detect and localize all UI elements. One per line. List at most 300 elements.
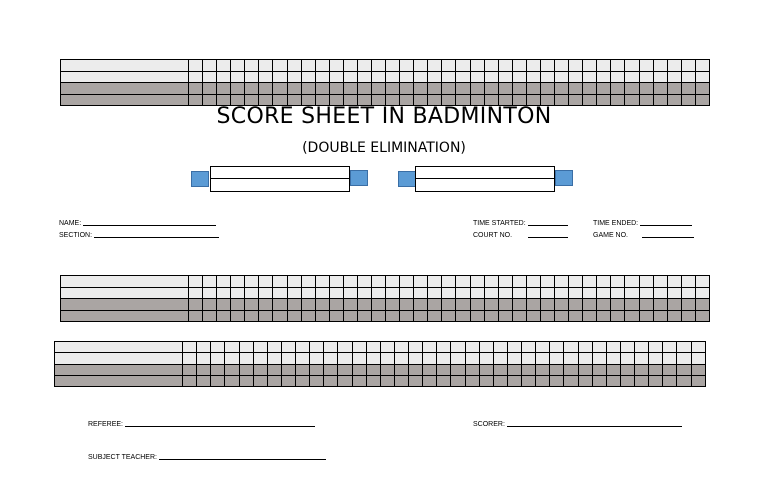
score-cell[interactable] xyxy=(526,83,540,95)
score-cell[interactable] xyxy=(414,71,428,83)
score-cell[interactable] xyxy=(183,353,197,364)
score-cell[interactable] xyxy=(203,83,217,95)
score-cell[interactable] xyxy=(456,83,470,95)
score-cell[interactable] xyxy=(225,342,239,353)
score-cell[interactable] xyxy=(540,310,554,322)
score-cell[interactable] xyxy=(583,71,597,83)
score-cell[interactable] xyxy=(479,364,493,375)
score-cell[interactable] xyxy=(526,71,540,83)
score-cell[interactable] xyxy=(423,353,437,364)
score-cell[interactable] xyxy=(386,71,400,83)
score-cell[interactable] xyxy=(324,353,338,364)
score-cell[interactable] xyxy=(296,353,310,364)
score-cell[interactable] xyxy=(253,375,267,386)
score-cell[interactable] xyxy=(259,71,273,83)
score-cell[interactable] xyxy=(245,71,259,83)
score-cell[interactable] xyxy=(625,71,639,83)
score-cell[interactable] xyxy=(597,60,611,72)
score-cell[interactable] xyxy=(281,375,295,386)
score-cell[interactable] xyxy=(273,83,287,95)
score-cell[interactable] xyxy=(273,310,287,322)
score-cell[interactable] xyxy=(569,287,583,299)
score-cell[interactable] xyxy=(522,364,536,375)
score-cell[interactable] xyxy=(287,83,301,95)
score-cell[interactable] xyxy=(428,287,442,299)
score-cell[interactable] xyxy=(667,60,681,72)
score-cell[interactable] xyxy=(470,83,484,95)
score-cell[interactable] xyxy=(479,353,493,364)
score-cell[interactable] xyxy=(611,60,625,72)
score-cell[interactable] xyxy=(512,71,526,83)
score-cell[interactable] xyxy=(414,287,428,299)
score-cell[interactable] xyxy=(540,299,554,311)
score-cell[interactable] xyxy=(470,287,484,299)
score-cell[interactable] xyxy=(259,287,273,299)
score-cell[interactable] xyxy=(253,364,267,375)
score-cell[interactable] xyxy=(231,299,245,311)
score-cell[interactable] xyxy=(428,83,442,95)
player-name-cell[interactable] xyxy=(55,342,183,353)
score-cell[interactable] xyxy=(451,342,465,353)
score-cell[interactable] xyxy=(484,83,498,95)
score-cell[interactable] xyxy=(357,276,371,288)
score-cell[interactable] xyxy=(456,310,470,322)
score-cell[interactable] xyxy=(315,276,329,288)
score-cell[interactable] xyxy=(217,310,231,322)
score-cell[interactable] xyxy=(189,60,203,72)
score-cell[interactable] xyxy=(555,71,569,83)
score-cell[interactable] xyxy=(329,83,343,95)
score-cell[interactable] xyxy=(343,310,357,322)
score-cell[interactable] xyxy=(550,375,564,386)
score-cell[interactable] xyxy=(507,375,521,386)
score-cell[interactable] xyxy=(522,342,536,353)
score-cell[interactable] xyxy=(372,287,386,299)
score-cell[interactable] xyxy=(231,310,245,322)
score-cell[interactable] xyxy=(400,83,414,95)
score-cell[interactable] xyxy=(315,299,329,311)
score-cell[interactable] xyxy=(663,353,677,364)
score-cell[interactable] xyxy=(479,375,493,386)
score-cell[interactable] xyxy=(259,83,273,95)
score-cell[interactable] xyxy=(611,310,625,322)
score-cell[interactable] xyxy=(437,375,451,386)
score-cell[interactable] xyxy=(493,342,507,353)
score-cell[interactable] xyxy=(649,353,663,364)
score-cell[interactable] xyxy=(695,310,709,322)
score-cell[interactable] xyxy=(639,299,653,311)
score-cell[interactable] xyxy=(597,310,611,322)
score-cell[interactable] xyxy=(681,83,695,95)
score-cell[interactable] xyxy=(273,71,287,83)
score-cell[interactable] xyxy=(324,364,338,375)
court-no-line[interactable] xyxy=(528,237,568,238)
score-cell[interactable] xyxy=(625,60,639,72)
score-cell[interactable] xyxy=(273,299,287,311)
score-cell[interactable] xyxy=(512,310,526,322)
score-cell[interactable] xyxy=(253,353,267,364)
score-cell[interactable] xyxy=(301,287,315,299)
score-cell[interactable] xyxy=(484,71,498,83)
score-cell[interactable] xyxy=(301,71,315,83)
score-cell[interactable] xyxy=(578,364,592,375)
score-cell[interactable] xyxy=(695,276,709,288)
score-cell[interactable] xyxy=(380,375,394,386)
score-cell[interactable] xyxy=(414,60,428,72)
score-cell[interactable] xyxy=(667,287,681,299)
score-cell[interactable] xyxy=(681,287,695,299)
score-cell[interactable] xyxy=(253,342,267,353)
score-cell[interactable] xyxy=(400,299,414,311)
scorer-line[interactable] xyxy=(507,426,682,427)
score-cell[interactable] xyxy=(267,375,281,386)
score-cell[interactable] xyxy=(620,353,634,364)
score-cell[interactable] xyxy=(663,375,677,386)
score-cell[interactable] xyxy=(329,299,343,311)
score-cell[interactable] xyxy=(493,353,507,364)
player-name-cell[interactable] xyxy=(55,375,183,386)
score-cell[interactable] xyxy=(211,364,225,375)
score-cell[interactable] xyxy=(259,276,273,288)
score-cell[interactable] xyxy=(315,83,329,95)
score-cell[interactable] xyxy=(414,83,428,95)
score-cell[interactable] xyxy=(197,364,211,375)
score-cell[interactable] xyxy=(259,299,273,311)
score-cell[interactable] xyxy=(394,364,408,375)
score-cell[interactable] xyxy=(456,299,470,311)
score-cell[interactable] xyxy=(380,364,394,375)
score-cell[interactable] xyxy=(386,60,400,72)
score-cell[interactable] xyxy=(239,375,253,386)
score-cell[interactable] xyxy=(281,342,295,353)
section-field[interactable] xyxy=(59,232,219,239)
score-cell[interactable] xyxy=(611,83,625,95)
score-cell[interactable] xyxy=(635,342,649,353)
score-cell[interactable] xyxy=(386,83,400,95)
score-cell[interactable] xyxy=(267,353,281,364)
score-cell[interactable] xyxy=(484,60,498,72)
score-cell[interactable] xyxy=(625,276,639,288)
score-cell[interactable] xyxy=(239,353,253,364)
score-cell[interactable] xyxy=(409,342,423,353)
score-cell[interactable] xyxy=(442,71,456,83)
score-cell[interactable] xyxy=(423,375,437,386)
score-cell[interactable] xyxy=(555,299,569,311)
score-cell[interactable] xyxy=(695,83,709,95)
time-ended-line[interactable] xyxy=(640,225,692,226)
score-cell[interactable] xyxy=(245,83,259,95)
score-cell[interactable] xyxy=(536,342,550,353)
score-cell[interactable] xyxy=(677,342,691,353)
score-cell[interactable] xyxy=(649,364,663,375)
score-cell[interactable] xyxy=(239,342,253,353)
score-cell[interactable] xyxy=(203,276,217,288)
court-no-field[interactable] xyxy=(473,232,568,239)
referee-field[interactable] xyxy=(88,421,315,428)
score-cell[interactable] xyxy=(667,276,681,288)
score-cell[interactable] xyxy=(597,276,611,288)
time-started-field[interactable] xyxy=(473,220,568,227)
score-cell[interactable] xyxy=(512,60,526,72)
score-cell[interactable] xyxy=(315,60,329,72)
score-cell[interactable] xyxy=(597,83,611,95)
score-cell[interactable] xyxy=(639,60,653,72)
score-cell[interactable] xyxy=(691,364,705,375)
score-cell[interactable] xyxy=(301,299,315,311)
score-cell[interactable] xyxy=(653,60,667,72)
score-cell[interactable] xyxy=(451,353,465,364)
score-cell[interactable] xyxy=(540,276,554,288)
score-cell[interactable] xyxy=(273,276,287,288)
score-cell[interactable] xyxy=(203,310,217,322)
score-cell[interactable] xyxy=(578,342,592,353)
score-cell[interactable] xyxy=(555,276,569,288)
score-cell[interactable] xyxy=(287,287,301,299)
scorer-field[interactable] xyxy=(473,421,682,428)
score-cell[interactable] xyxy=(315,310,329,322)
score-cell[interactable] xyxy=(635,364,649,375)
score-cell[interactable] xyxy=(245,299,259,311)
score-cell[interactable] xyxy=(217,276,231,288)
score-cell[interactable] xyxy=(691,353,705,364)
score-cell[interactable] xyxy=(231,276,245,288)
score-cell[interactable] xyxy=(451,364,465,375)
score-cell[interactable] xyxy=(409,364,423,375)
score-cell[interactable] xyxy=(677,353,691,364)
score-cell[interactable] xyxy=(470,71,484,83)
score-cell[interactable] xyxy=(310,342,324,353)
score-cell[interactable] xyxy=(189,287,203,299)
score-cell[interactable] xyxy=(667,310,681,322)
score-cell[interactable] xyxy=(592,375,606,386)
score-cell[interactable] xyxy=(512,299,526,311)
score-cell[interactable] xyxy=(583,276,597,288)
score-cell[interactable] xyxy=(498,299,512,311)
score-cell[interactable] xyxy=(507,364,521,375)
score-cell[interactable] xyxy=(296,375,310,386)
score-cell[interactable] xyxy=(569,83,583,95)
score-cell[interactable] xyxy=(203,299,217,311)
score-cell[interactable] xyxy=(695,287,709,299)
score-cell[interactable] xyxy=(536,375,550,386)
referee-line[interactable] xyxy=(125,426,315,427)
player-name-cell[interactable] xyxy=(61,71,189,83)
score-cell[interactable] xyxy=(338,375,352,386)
score-cell[interactable] xyxy=(324,375,338,386)
score-cell[interactable] xyxy=(540,83,554,95)
score-cell[interactable] xyxy=(493,375,507,386)
score-cell[interactable] xyxy=(343,287,357,299)
subject-teacher-field[interactable] xyxy=(88,454,326,461)
score-cell[interactable] xyxy=(498,83,512,95)
score-cell[interactable] xyxy=(550,364,564,375)
score-cell[interactable] xyxy=(231,287,245,299)
score-cell[interactable] xyxy=(409,375,423,386)
score-cell[interactable] xyxy=(366,375,380,386)
score-cell[interactable] xyxy=(484,287,498,299)
player-name-cell[interactable] xyxy=(61,83,189,95)
score-cell[interactable] xyxy=(540,71,554,83)
score-cell[interactable] xyxy=(245,60,259,72)
score-cell[interactable] xyxy=(583,287,597,299)
score-cell[interactable] xyxy=(428,276,442,288)
player-name-cell[interactable] xyxy=(61,276,189,288)
score-cell[interactable] xyxy=(526,299,540,311)
score-cell[interactable] xyxy=(564,375,578,386)
score-cell[interactable] xyxy=(569,276,583,288)
score-cell[interactable] xyxy=(366,342,380,353)
score-cell[interactable] xyxy=(357,71,371,83)
score-cell[interactable] xyxy=(456,287,470,299)
score-cell[interactable] xyxy=(217,299,231,311)
score-cell[interactable] xyxy=(578,375,592,386)
score-cell[interactable] xyxy=(400,60,414,72)
score-cell[interactable] xyxy=(649,342,663,353)
score-cell[interactable] xyxy=(267,364,281,375)
score-cell[interactable] xyxy=(606,375,620,386)
score-cell[interactable] xyxy=(197,375,211,386)
score-cell[interactable] xyxy=(606,342,620,353)
score-cell[interactable] xyxy=(592,364,606,375)
score-cell[interactable] xyxy=(394,375,408,386)
score-cell[interactable] xyxy=(414,310,428,322)
score-cell[interactable] xyxy=(281,364,295,375)
score-cell[interactable] xyxy=(569,71,583,83)
score-cell[interactable] xyxy=(653,299,667,311)
score-cell[interactable] xyxy=(681,299,695,311)
score-cell[interactable] xyxy=(653,287,667,299)
score-cell[interactable] xyxy=(366,353,380,364)
score-cell[interactable] xyxy=(315,71,329,83)
score-cell[interactable] xyxy=(493,364,507,375)
player-name-cell[interactable] xyxy=(61,310,189,322)
score-cell[interactable] xyxy=(281,353,295,364)
score-cell[interactable] xyxy=(437,353,451,364)
score-cell[interactable] xyxy=(470,299,484,311)
score-cell[interactable] xyxy=(324,342,338,353)
score-cell[interactable] xyxy=(484,276,498,288)
player-name-cell[interactable] xyxy=(61,287,189,299)
score-cell[interactable] xyxy=(343,83,357,95)
score-cell[interactable] xyxy=(386,299,400,311)
score-cell[interactable] xyxy=(259,60,273,72)
score-cell[interactable] xyxy=(526,276,540,288)
score-cell[interactable] xyxy=(667,71,681,83)
score-cell[interactable] xyxy=(555,310,569,322)
score-cell[interactable] xyxy=(555,287,569,299)
score-cell[interactable] xyxy=(343,60,357,72)
score-cell[interactable] xyxy=(639,287,653,299)
score-cell[interactable] xyxy=(245,310,259,322)
score-cell[interactable] xyxy=(217,287,231,299)
score-cell[interactable] xyxy=(635,375,649,386)
score-cell[interactable] xyxy=(357,60,371,72)
score-cell[interactable] xyxy=(310,375,324,386)
score-cell[interactable] xyxy=(338,353,352,364)
score-cell[interactable] xyxy=(211,342,225,353)
score-cell[interactable] xyxy=(338,364,352,375)
subject-teacher-line[interactable] xyxy=(159,459,326,460)
score-cell[interactable] xyxy=(442,276,456,288)
score-cell[interactable] xyxy=(569,60,583,72)
score-cell[interactable] xyxy=(343,71,357,83)
score-cell[interactable] xyxy=(380,342,394,353)
score-cell[interactable] xyxy=(526,287,540,299)
score-cell[interactable] xyxy=(310,353,324,364)
score-cell[interactable] xyxy=(442,299,456,311)
score-cell[interactable] xyxy=(653,71,667,83)
score-cell[interactable] xyxy=(663,342,677,353)
score-cell[interactable] xyxy=(569,310,583,322)
score-cell[interactable] xyxy=(498,287,512,299)
score-cell[interactable] xyxy=(400,276,414,288)
score-cell[interactable] xyxy=(372,299,386,311)
score-cell[interactable] xyxy=(343,276,357,288)
score-cell[interactable] xyxy=(597,287,611,299)
score-cell[interactable] xyxy=(635,353,649,364)
score-cell[interactable] xyxy=(423,342,437,353)
score-cell[interactable] xyxy=(442,310,456,322)
score-cell[interactable] xyxy=(352,375,366,386)
score-cell[interactable] xyxy=(681,60,695,72)
score-cell[interactable] xyxy=(597,71,611,83)
score-cell[interactable] xyxy=(428,71,442,83)
time-started-line[interactable] xyxy=(528,225,568,226)
player-name-cell[interactable] xyxy=(55,364,183,375)
score-cell[interactable] xyxy=(183,364,197,375)
score-cell[interactable] xyxy=(245,287,259,299)
score-cell[interactable] xyxy=(296,364,310,375)
score-cell[interactable] xyxy=(597,299,611,311)
score-cell[interactable] xyxy=(211,353,225,364)
game-no-field[interactable] xyxy=(593,232,694,239)
score-cell[interactable] xyxy=(329,60,343,72)
score-cell[interactable] xyxy=(329,310,343,322)
score-cell[interactable] xyxy=(507,342,521,353)
score-cell[interactable] xyxy=(428,60,442,72)
score-cell[interactable] xyxy=(400,71,414,83)
score-cell[interactable] xyxy=(639,83,653,95)
score-cell[interactable] xyxy=(479,342,493,353)
score-cell[interactable] xyxy=(225,353,239,364)
score-cell[interactable] xyxy=(183,375,197,386)
score-cell[interactable] xyxy=(394,353,408,364)
score-cell[interactable] xyxy=(259,310,273,322)
score-cell[interactable] xyxy=(372,71,386,83)
score-cell[interactable] xyxy=(564,353,578,364)
score-cell[interactable] xyxy=(211,375,225,386)
score-cell[interactable] xyxy=(695,299,709,311)
score-cell[interactable] xyxy=(465,342,479,353)
score-cell[interactable] xyxy=(217,60,231,72)
score-cell[interactable] xyxy=(357,83,371,95)
score-cell[interactable] xyxy=(470,60,484,72)
player-name-cell[interactable] xyxy=(61,60,189,72)
score-cell[interactable] xyxy=(310,364,324,375)
score-cell[interactable] xyxy=(296,342,310,353)
score-cell[interactable] xyxy=(245,276,259,288)
score-cell[interactable] xyxy=(301,83,315,95)
score-cell[interactable] xyxy=(653,276,667,288)
score-cell[interactable] xyxy=(273,287,287,299)
score-cell[interactable] xyxy=(583,299,597,311)
score-cell[interactable] xyxy=(512,287,526,299)
score-cell[interactable] xyxy=(231,60,245,72)
score-cell[interactable] xyxy=(550,353,564,364)
score-cell[interactable] xyxy=(677,375,691,386)
score-cell[interactable] xyxy=(667,299,681,311)
score-cell[interactable] xyxy=(592,353,606,364)
